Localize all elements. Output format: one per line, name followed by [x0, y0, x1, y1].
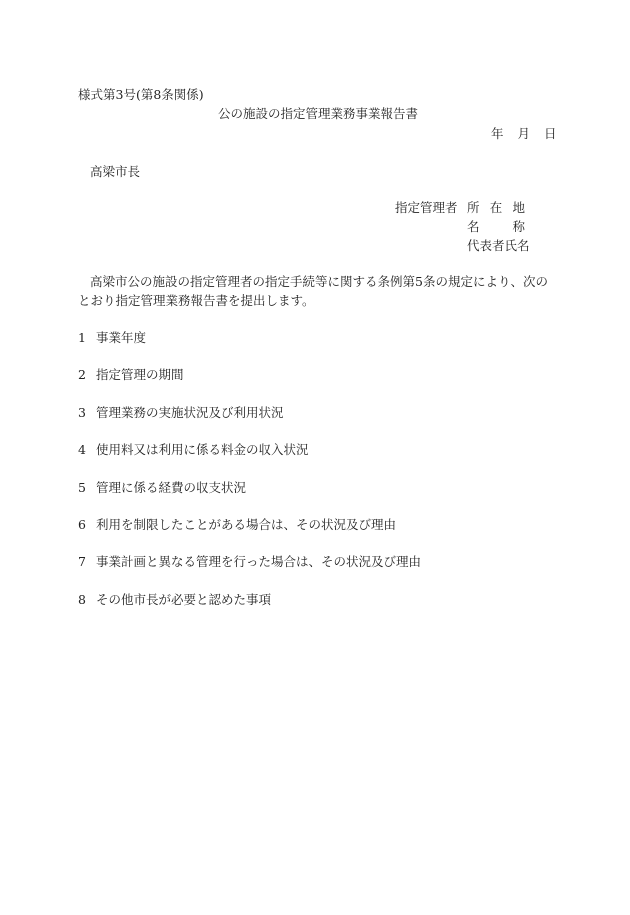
list-item [78, 367, 421, 404]
manager-name-label: 名 称 [467, 219, 525, 234]
item-text: 事業年度 [96, 330, 147, 345]
item-text: 管理業務の実施状況及び利用状況 [96, 404, 284, 420]
item-number: 8 [78, 591, 86, 607]
item-number: 2 [78, 367, 86, 383]
list-item [78, 554, 421, 591]
item-number: 5 [78, 479, 86, 495]
manager-address-label: 所 在 地 [467, 200, 525, 215]
item-number: 6 [78, 516, 86, 532]
report-items-list [78, 330, 421, 629]
item-number: 3 [78, 404, 86, 420]
item-text: 事業計画と異なる管理を行った場合は、その状況及び理由 [96, 554, 422, 570]
list-item [78, 592, 421, 629]
item-number: 4 [78, 442, 86, 458]
date-line [491, 124, 557, 142]
item-text: その他市長が必要と認めた事項 [96, 591, 272, 607]
form-number: 様式第3号(第8条関係) [78, 87, 204, 102]
manager-representative-label: 代表者氏名 [467, 238, 530, 253]
list-item [78, 405, 421, 442]
item-text: 指定管理の期間 [96, 367, 184, 383]
item-number: 7 [78, 554, 86, 570]
designated-manager-label: 指定管理者 [395, 200, 458, 215]
manager-fields [467, 198, 537, 255]
item-text: 管理に係る経費の収支状況 [96, 479, 247, 495]
item-text: 使用料又は利用に係る料金の収入状況 [96, 442, 309, 458]
item-number: 1 [78, 330, 86, 345]
list-item [78, 517, 421, 554]
date-year: 年 [491, 126, 504, 141]
date-day: 日 [544, 126, 557, 141]
list-item [78, 330, 421, 367]
list-item [78, 442, 421, 479]
addressee: 高梁市長 [90, 164, 141, 179]
list-item [78, 480, 421, 517]
intro-paragraph: 高梁市公の施設の指定管理者の指定手続等に関する条例第5条の規定により、次のとおり指定管理業務報告書を提出します。 [78, 274, 548, 308]
document-title: 公の施設の指定管理業務事業報告書 [218, 106, 419, 121]
item-text: 利用を制限したことがある場合は、その状況及び理由 [96, 516, 397, 532]
date-month: 月 [517, 126, 531, 141]
